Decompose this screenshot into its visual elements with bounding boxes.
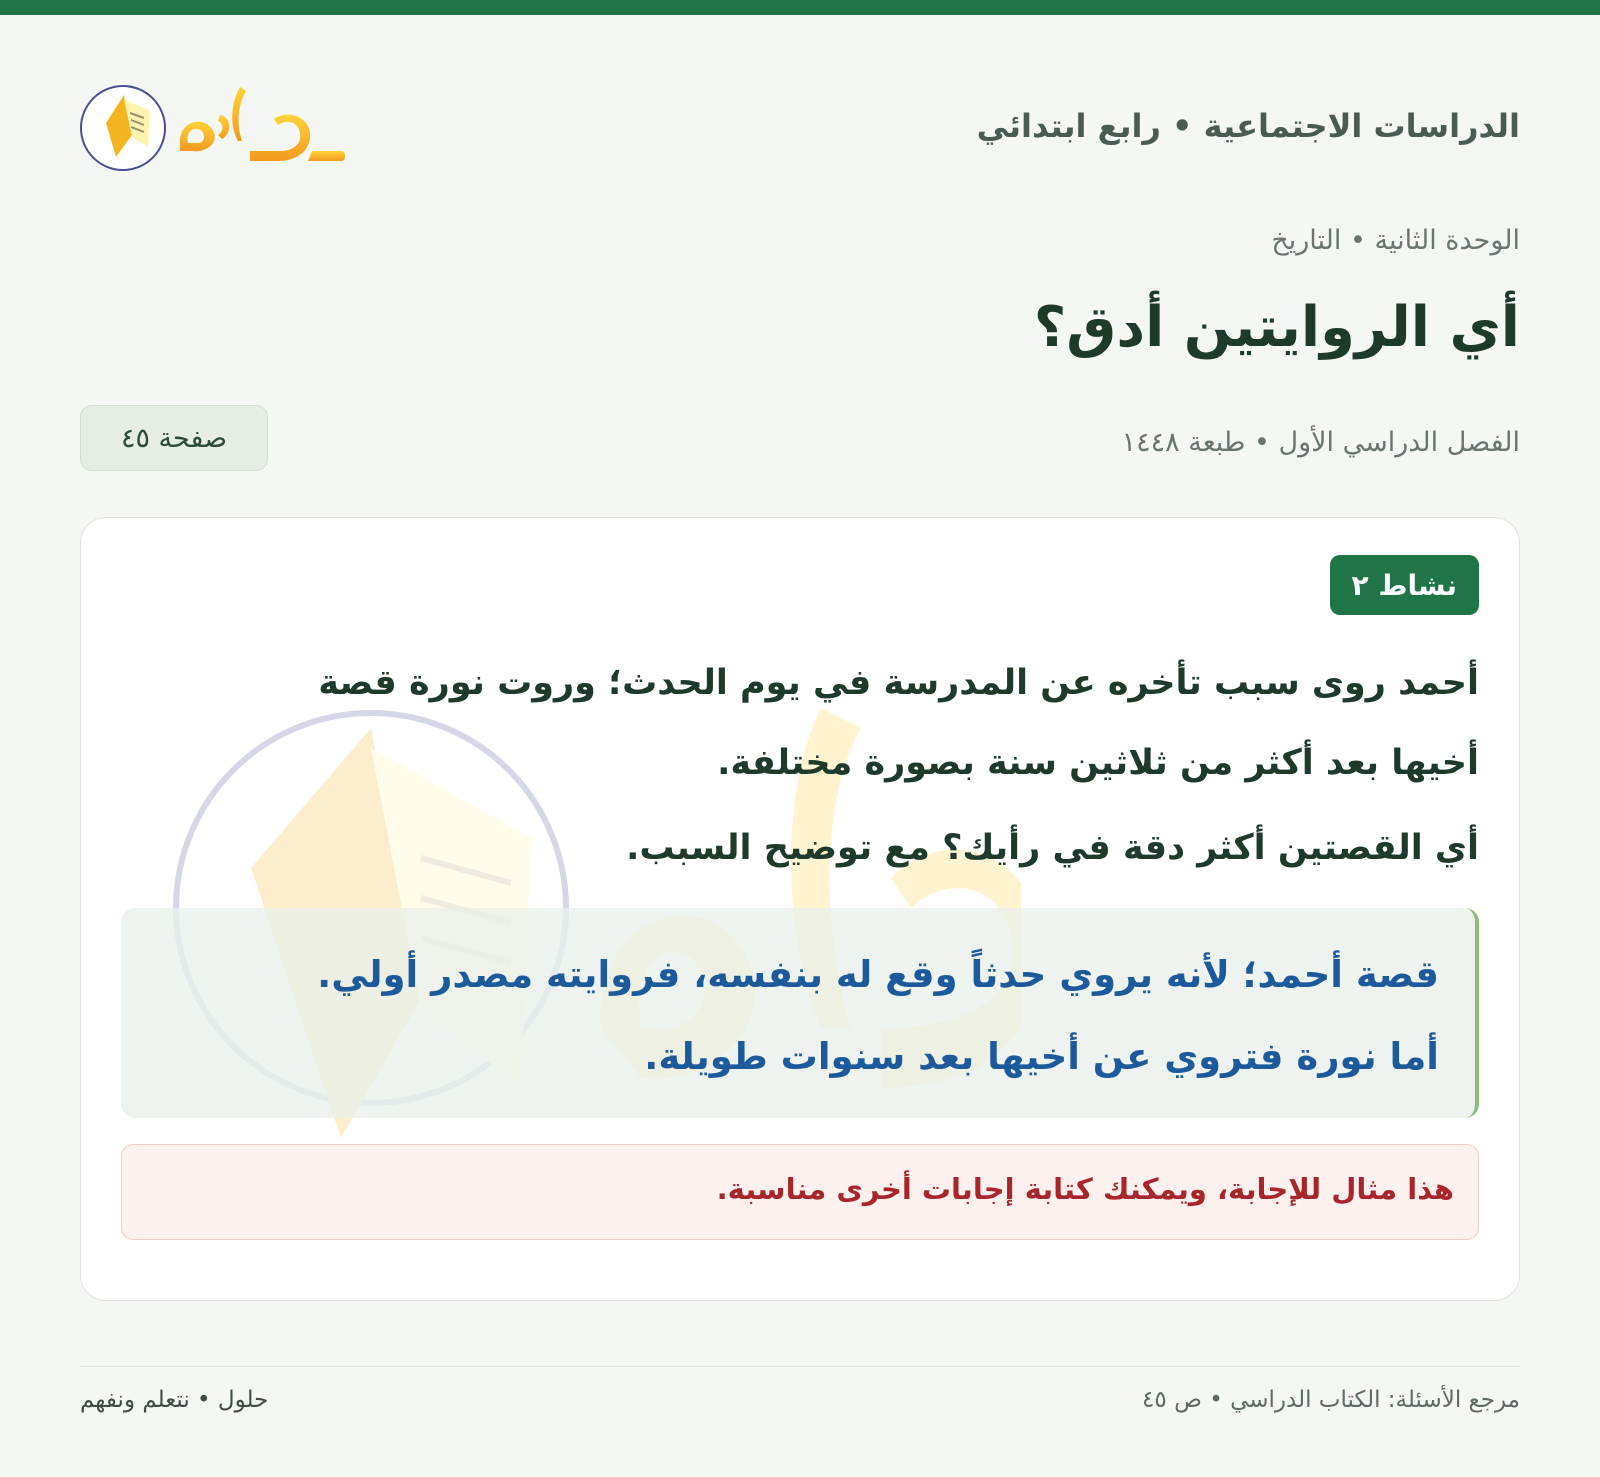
top-accent-bar xyxy=(0,0,1600,15)
footer-brand[interactable]: حلول • نتعلم ونفهم xyxy=(80,1387,269,1413)
question-line-2: أخيها بعد أكثر من ثلاثين سنة بصورة مختلفة. xyxy=(717,743,1479,783)
subject-title: الدراسات الاجتماعية • رابع ابتدائي xyxy=(976,107,1520,145)
page xyxy=(80,15,1520,1477)
activity-badge: نشاط ٢ xyxy=(1330,555,1479,615)
answer-line-2: أما نورة فتروي عن أخيها بعد سنوات طويلة. xyxy=(644,1035,1439,1078)
footer-divider xyxy=(80,1366,1520,1367)
question-prompt: أي القصتين أكثر دقة في رأيك؟ مع توضيح السبب. xyxy=(626,828,1479,868)
term-label: الفصل الدراسي الأول • طبعة ١٤٤٨ xyxy=(1121,427,1520,458)
header xyxy=(80,75,1520,175)
footer-reference: مرجع الأسئلة: الكتاب الدراسي • ص ٤٥ xyxy=(1142,1387,1520,1413)
page-title: أي الروايتين أدق؟ xyxy=(1033,295,1520,360)
answer-note-box xyxy=(121,1144,1479,1240)
answer-text xyxy=(189,934,1439,1098)
question-line-1: أحمد روى سبب تأخره عن المدرسة في يوم الحدث؛ وروت نورة قصة xyxy=(318,663,1479,703)
answer-note-text: هذا مثال للإجابة، ويمكنك كتابة إجابات أخرى مناسبة. xyxy=(716,1172,1454,1206)
book-logo-icon xyxy=(80,75,350,175)
answer-box xyxy=(121,908,1479,1118)
unit-label: الوحدة الثانية • التاريخ xyxy=(1271,225,1520,256)
answer-line-1: قصة أحمد؛ لأنه يروي حدثاً وقع له بنفسه، فروايته مصدر أولي. xyxy=(317,953,1439,996)
question-text xyxy=(179,643,1479,803)
brand-logo[interactable] xyxy=(80,75,350,175)
page-number-badge: صفحة ٤٥ xyxy=(80,405,268,471)
activity-card xyxy=(80,517,1520,1301)
